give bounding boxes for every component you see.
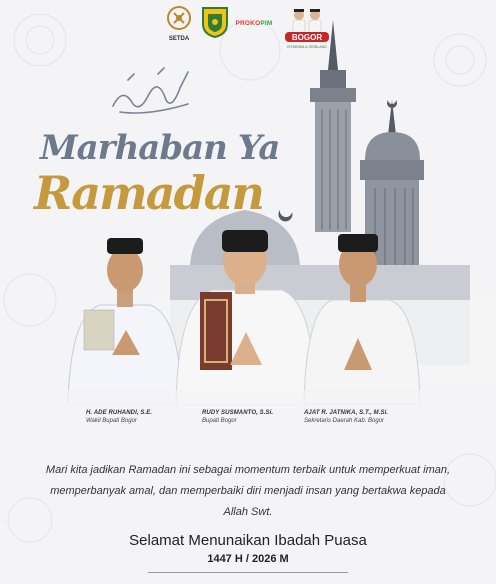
leader-role: Bupati Bogor (202, 418, 237, 424)
hijri-year: 1447 H / 2026 M (207, 553, 289, 565)
leader-photo-wakil (68, 238, 182, 405)
bogor-logo-subtitle: ISTIMEWA & GEMILANG (287, 45, 327, 49)
leaders-photo (0, 230, 496, 405)
leader-caption-3 (304, 410, 388, 424)
setda-label: SETDA (168, 36, 190, 42)
leader-role: Wakil Bupati Bogor (86, 418, 137, 424)
arabic-calligraphy (108, 66, 198, 116)
title-marhaban: Marhaban Ya (40, 128, 280, 168)
leader-photo-sekda (304, 234, 420, 405)
title-ramadan: Ramadan (34, 166, 263, 220)
bogor-logo-text: BOGOR (291, 33, 323, 42)
leader-caption-2 (202, 410, 273, 424)
leader-name: H. ADE RUHANDI, S.E. (86, 410, 153, 416)
leader-name: AJAT R. JATNIKA, S.T., M.Si. (304, 410, 389, 416)
leader-role: Sekretaris Daerah Kab. Bogor (304, 418, 385, 424)
leader-name: RUDY SUSMANTO, S.Si. (202, 410, 274, 416)
leader-photo-bupati (176, 230, 316, 405)
greeting-text: Selamat Menunaikan Ibadah Puasa (129, 532, 367, 549)
bottom-divider (148, 572, 348, 573)
ramadan-message: Mari kita jadikan Ramadan ini sebagai momentum terbaik untuk memperkuat iman, memperbanyak amal, dan memperbaiki diri menjadi insan yang bertakwa kepada Allah Swt. (45, 464, 451, 518)
prokopim-wordmark: PROKOPIM (235, 20, 273, 27)
leader-caption-1 (86, 410, 152, 424)
